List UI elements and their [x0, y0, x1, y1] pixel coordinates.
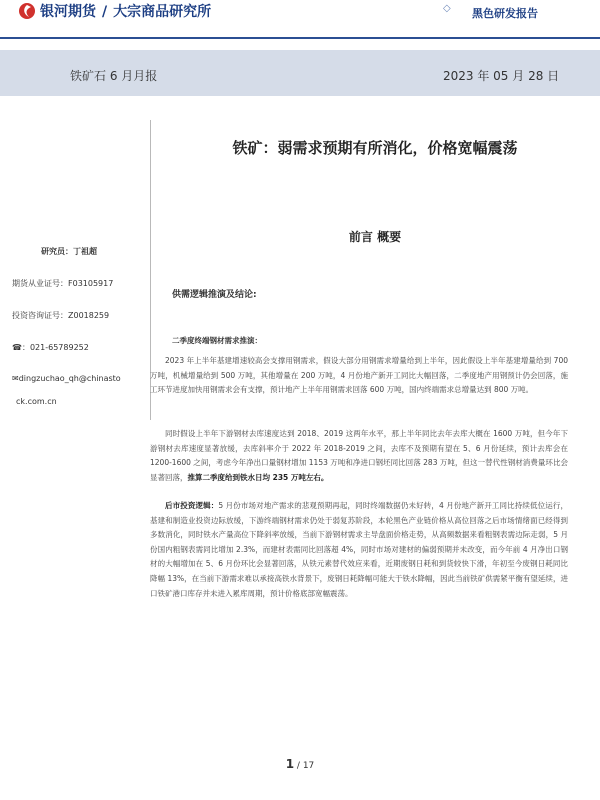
report-date: 2023 年 05 月 28 日	[443, 69, 560, 83]
brand-right: 大宗商品研究所	[113, 4, 212, 20]
page-title: 铁矿：弱需求预期有所消化，价格宽幅震荡	[232, 139, 518, 157]
paragraph-3	[150, 499, 568, 601]
brand-title	[40, 1, 211, 21]
paragraph-1: 2023 年上半年基建增速较高会支撑用钢需求，假设大部分用钢需求增量给到上半年，因此假设上半年基建增量给到 700 万吨，机械增量给到 500 万吨，其他增量在 200 万吨，4 月份地产新开工同比大幅回落，二季度地产用钢预计仍会回落，施工环节进度加快用钢需求会有支撑，预计地产上半年用钢需求回落 600 万吨，国内终端需求总增量达到 800 万吨。	[150, 356, 568, 395]
demand-subheading: 二季度终端钢材需求推演：	[172, 336, 262, 345]
email-line-1[interactable]: ✉dingzuchao_qh@chinasto	[12, 374, 121, 383]
diamond-icon: ◇	[443, 3, 451, 14]
paragraph-3-lead: 后市投资逻辑：	[165, 501, 219, 510]
page-current: 1	[285, 757, 295, 771]
paragraph-2-conclusion: 推算二季度给到铁水日均 235 万吨左右。	[187, 472, 329, 482]
logic-subheading: 供需逻辑推演及结论:	[172, 290, 257, 300]
paragraph-2-text: 同时假设上半年下游钢材去库速度达到 2018、2019 这两年水平，那上半年同比去年去库大概在 1600 万吨，但今年下游钢材去库速度显著放缓，去库斜率介于 2022 年 2018-2019 之间，去库不及预期有望在 5、6 月份延续，预计去库会在 1200-1600 之间，考虑今年净出口量钢材增加 1153 万吨和净进口钢坯同比回落 283 万吨，但这一替代性钢材消费量环比会显著回落，	[150, 429, 568, 482]
paragraph-3-text: 5 月份市场对地产需求的悲观预期再起，同时终端数据仍未好转，4 月份地产新开工同比持续低位运行，基建和制造业投资边际放缓，下游终端钢材需求仍处于弱复苏阶段，本轮黑色产业链价格从高位回落之后市场情绪面已经得到多数消化，同时铁水产量高位下降斜率放缓，当前下游钢材需求主导盘面价格走势，从高频数据来看粗钢表需边际走弱，5 月份国内粗钢表需同比增加 2.3%，而建材表需同比回落超 4%，同时市场对建材的偏弱预期并未改变，而今年前 4 月净出口钢材的大幅增加在 5、6 月份环比会显著回落，从铁元素替代效应来看，近期废钢日耗和到货较快下滑，年初至今废钢日耗同比降幅 13%，在当前下游需求难以承接高铁水背景下，废钢日耗降幅可能大于铁水降幅，因此当前铁矿供需紧平衡有望延续，进口铁矿港口库存并未进入累库周期，预计价格底部宽幅震荡。	[150, 501, 569, 598]
header-rule	[0, 37, 600, 39]
phone-number: ☎：021-65789252	[12, 343, 89, 352]
brand-left: 银河期货	[40, 4, 96, 20]
report-type: 黑色研发报告	[472, 7, 538, 20]
futures-license: 期货从业证号：F03105917	[12, 279, 114, 288]
section-heading: 前言 概要	[348, 230, 402, 244]
email-line-2[interactable]: ck.com.cn	[16, 397, 57, 406]
galaxy-logo-icon	[18, 2, 36, 20]
header-bar	[0, 0, 600, 22]
report-subject: 铁矿石 6 月月报	[70, 69, 158, 83]
page-separator: /	[294, 761, 303, 771]
researcher-name: 研究员：丁祖超	[41, 247, 97, 256]
consult-license: 投资咨询证号：Z0018259	[12, 311, 110, 320]
page-total: 17	[302, 761, 315, 771]
page-number	[0, 757, 600, 771]
paragraph-2	[150, 427, 568, 485]
brand-divider: /	[102, 4, 108, 20]
